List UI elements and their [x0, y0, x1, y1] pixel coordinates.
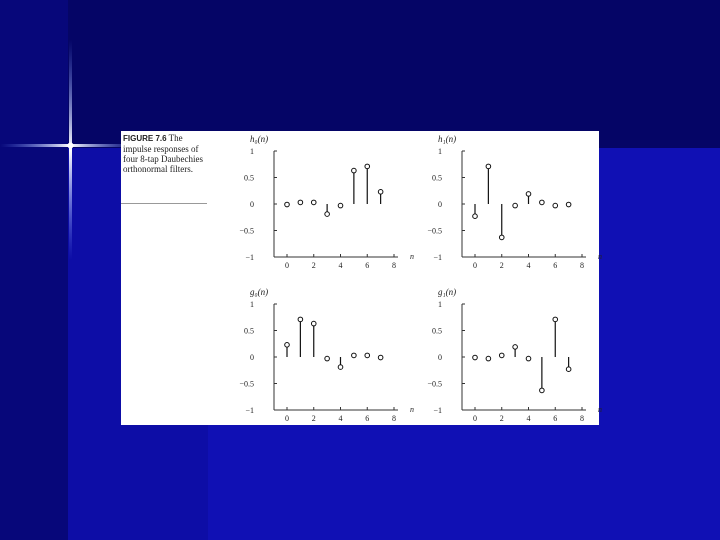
stem-marker: [338, 203, 343, 208]
stem-marker: [325, 212, 330, 217]
x-tick-label: 2: [499, 414, 504, 423]
panel-title: g₁(n): [438, 287, 457, 297]
stem-marker: [352, 353, 357, 358]
y-tick-label: 1: [438, 300, 442, 309]
stem-marker: [553, 317, 558, 322]
y-tick-label: 0.5: [432, 326, 442, 336]
x-axis-label: n: [410, 405, 414, 414]
y-tick-label: 0.5: [244, 173, 254, 183]
y-tick-label: 0.5: [244, 326, 254, 336]
x-tick-label: 6: [553, 261, 558, 270]
stem-marker: [486, 356, 491, 361]
x-tick-label: 2: [311, 414, 316, 423]
stem-marker: [298, 200, 303, 205]
stem-marker: [285, 202, 290, 207]
y-tick-label: 0: [250, 353, 254, 362]
x-tick-label: 8: [580, 261, 584, 270]
stem-marker: [486, 164, 491, 169]
stem-marker: [540, 200, 545, 205]
stem-marker: [338, 365, 343, 370]
stem-marker: [566, 202, 571, 207]
y-tick-label: −0.5: [239, 226, 254, 236]
x-tick-label: 2: [311, 261, 316, 270]
y-tick-label: −1: [433, 406, 442, 415]
x-axis-label: n: [598, 405, 602, 414]
x-tick-label: 4: [338, 414, 343, 423]
x-axis-label: n: [598, 252, 602, 261]
x-tick-label: 4: [526, 414, 531, 423]
stem-marker: [365, 164, 370, 169]
y-tick-label: −0.5: [427, 379, 442, 389]
x-tick-label: 8: [392, 414, 396, 423]
x-tick-label: 4: [338, 261, 343, 270]
y-tick-label: −0.5: [427, 226, 442, 236]
stem-marker: [473, 214, 478, 219]
stem-marker: [311, 200, 316, 205]
y-tick-label: −1: [245, 253, 254, 262]
y-tick-label: −0.5: [239, 379, 254, 389]
y-tick-label: 0.5: [432, 173, 442, 183]
stem-marker: [526, 192, 531, 197]
stem-marker: [526, 356, 531, 361]
y-tick-label: 1: [250, 147, 254, 156]
stem-marker: [378, 190, 383, 195]
x-tick-label: 0: [285, 261, 289, 270]
x-tick-label: 0: [473, 261, 477, 270]
figure-label: FIGURE 7.6: [123, 134, 167, 143]
y-tick-label: 1: [250, 300, 254, 309]
x-tick-label: 2: [499, 261, 504, 270]
figure-image: [121, 131, 602, 425]
stem-marker: [473, 355, 478, 360]
stem-marker: [540, 388, 545, 393]
x-tick-label: 0: [473, 414, 477, 423]
stem-marker: [499, 235, 504, 240]
stem-marker: [566, 367, 571, 372]
stem-marker: [311, 321, 316, 326]
x-tick-label: 6: [365, 261, 370, 270]
stem-marker: [298, 317, 303, 322]
y-tick-label: 1: [438, 147, 442, 156]
panel-title: h₀(n): [250, 134, 269, 144]
x-tick-label: 8: [392, 261, 396, 270]
stem-marker: [365, 353, 370, 358]
stem-marker: [553, 203, 558, 208]
stem-marker: [325, 356, 330, 361]
stem-marker: [499, 353, 504, 358]
panel-title: g₀(n): [250, 287, 269, 297]
y-tick-label: −1: [433, 253, 442, 262]
y-tick-label: −1: [245, 406, 254, 415]
x-tick-label: 6: [365, 414, 370, 423]
x-tick-label: 6: [553, 414, 558, 423]
panel-title: h₁(n): [438, 134, 457, 144]
y-tick-label: 0: [438, 353, 442, 362]
stem-marker: [513, 345, 518, 350]
figure-caption-text: The impulse responses of four 8-tap Daubechies orthonormal filters.: [123, 133, 203, 174]
stem-marker: [285, 343, 290, 348]
x-axis-label: n: [410, 252, 414, 261]
y-tick-label: 0: [250, 200, 254, 209]
x-tick-label: 8: [580, 414, 584, 423]
stem-marker: [378, 355, 383, 360]
stem-plots: [121, 131, 602, 425]
x-tick-label: 4: [526, 261, 531, 270]
x-tick-label: 0: [285, 414, 289, 423]
stem-marker: [352, 168, 357, 173]
stem-marker: [513, 203, 518, 208]
y-tick-label: 0: [438, 200, 442, 209]
